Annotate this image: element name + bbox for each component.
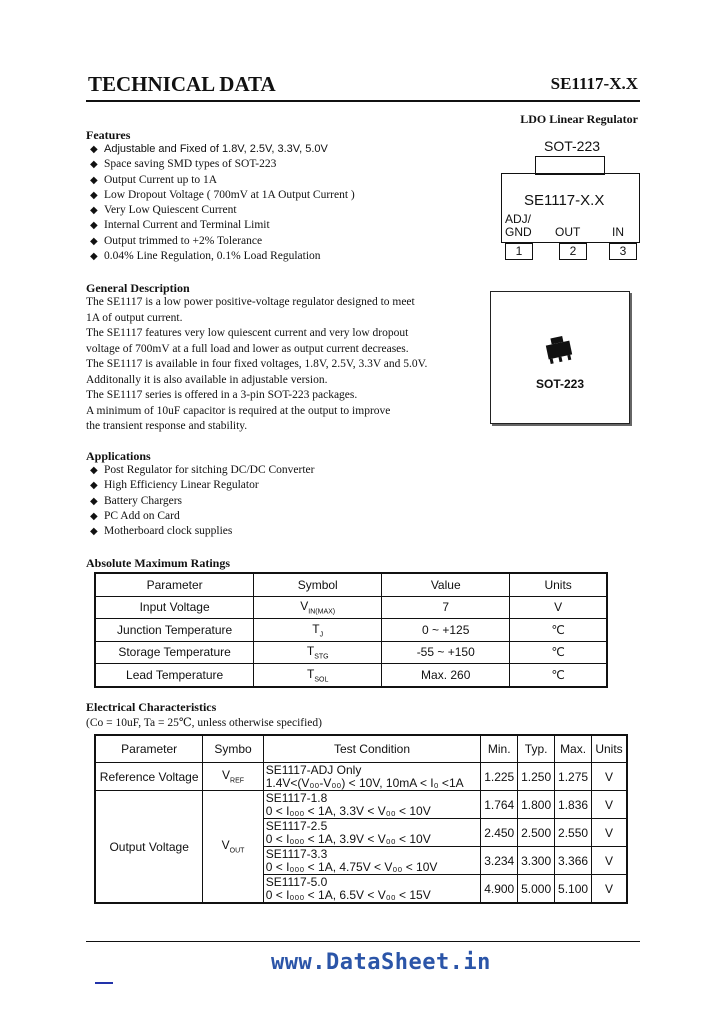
list-item: ◆ Very Low Quiescent Current [90, 203, 355, 218]
table-cell: 4.900 [481, 875, 518, 904]
abs-max-heading: Absolute Maximum Ratings [86, 556, 231, 570]
test-condition-cell: SE1117-3.3 0 < I₀₀₀ < 1A, 4.75V < V₀₀ < 10V [263, 847, 481, 875]
table-cell: 1.836 [555, 791, 592, 819]
table-cell: ℃ [510, 619, 607, 642]
document-subtitle: LDO Linear Regulator [520, 112, 638, 126]
table-cell: ℃ [510, 641, 607, 664]
diamond-bullet-icon: ◆ [90, 495, 98, 507]
table-cell: Max. 260 [382, 664, 510, 687]
applications-heading: Applications [86, 449, 151, 463]
table-cell: 0 ~ +125 [382, 619, 510, 642]
paragraph-line: voltage of 700mV at a full load and lower as output current decreases. [86, 342, 409, 355]
symbol-cell: $V_{OUT}$ [203, 791, 263, 904]
table-cell: 1.225 [481, 763, 518, 791]
diamond-bullet-icon: ◆ [90, 235, 98, 247]
column-header: Parameter [95, 573, 254, 596]
table-cell: 5.100 [555, 875, 592, 904]
table-cell: 2.450 [481, 819, 518, 847]
diamond-bullet-icon: ◆ [90, 174, 98, 186]
diamond-bullet-icon: ◆ [90, 189, 98, 201]
footer-underline-mark [95, 982, 113, 984]
symbol-cell: $V_{IN(MAX)}$ [254, 596, 382, 619]
table-cell: Input Voltage [95, 596, 254, 619]
pin-2-name: OUT [555, 225, 581, 239]
column-header: Symbol [254, 573, 382, 596]
list-item: ◆ Output trimmed to +2% Tolerance [90, 234, 355, 249]
list-item: ◆ PC Add on Card [90, 509, 315, 524]
table-row [95, 596, 607, 619]
table-cell: V [510, 596, 607, 619]
table-header-row [95, 573, 607, 596]
features-heading: Features [86, 128, 131, 142]
table-cell: ℃ [510, 664, 607, 687]
paragraph-line: the transient response and stability. [86, 420, 248, 432]
column-header: Value [382, 573, 510, 596]
pin-1-number: 1 [505, 243, 533, 260]
list-item: ◆ Space saving SMD types of SOT-223 [90, 157, 355, 172]
table-cell: 1.764 [481, 791, 518, 819]
pin-3-name: IN [612, 225, 624, 239]
list-item: ◆ Post Regulator for sitching DC/DC Converter [90, 463, 315, 478]
table-row [95, 619, 607, 642]
table-cell: 3.300 [518, 847, 555, 875]
pin-1-name: ADJ/ GND [505, 212, 532, 239]
table-row [95, 763, 627, 791]
table-cell: Lead Temperature [95, 664, 254, 687]
diamond-bullet-icon: ◆ [90, 220, 98, 232]
table-cell: V [592, 819, 627, 847]
package-image [490, 291, 630, 424]
paragraph-line: A minimum of 10uF capacitor is required at the output to improve [86, 404, 391, 417]
table-cell: 1.250 [518, 763, 555, 791]
package-image-caption: SOT-223 [535, 377, 585, 391]
symbol-cell: $V_{REF}$ [203, 763, 263, 791]
electrical-heading: Electrical Characteristics [86, 700, 217, 714]
table-cell: Junction Temperature [95, 619, 254, 642]
diamond-bullet-icon: ◆ [90, 480, 98, 492]
table-cell: 7 [382, 596, 510, 619]
diamond-bullet-icon: ◆ [90, 144, 98, 155]
features-list [90, 142, 355, 264]
table-cell: Reference Voltage [95, 763, 203, 791]
abs-max-table [94, 572, 608, 688]
table-cell: -55 ~ +150 [382, 641, 510, 664]
table-header-row [95, 735, 627, 763]
general-description-body [86, 295, 427, 435]
table-cell: 2.550 [555, 819, 592, 847]
list-item: ◆ Internal Current and Terminal Limit [90, 218, 355, 233]
list-item: ◆ Adjustable and Fixed of 1.8V, 2.5V, 3.3V, 5.0V [90, 142, 355, 157]
table-cell: V [592, 791, 627, 819]
pin-2-number: 2 [559, 243, 587, 260]
paragraph-line: The SE1117 is available in four fixed voltages, 1.8V, 2.5V, 3.3V and 5.0V. [86, 358, 428, 370]
footer-rule [86, 941, 640, 942]
column-header: Parameter [95, 735, 203, 763]
pin-diagram-package-label: SOT-223 [544, 138, 601, 154]
column-header: Units [510, 573, 607, 596]
table-cell: 1.800 [518, 791, 555, 819]
electrical-table [94, 734, 628, 904]
diamond-bullet-icon: ◆ [90, 159, 98, 171]
table-row [95, 641, 607, 664]
general-description-heading: General Description [86, 281, 190, 295]
list-item: ◆ Motherboard clock supplies [90, 524, 315, 539]
paragraph-line: 1A of output current. [86, 311, 183, 324]
applications-list [90, 463, 315, 539]
paragraph-line: The SE1117 is a low power positive-voltage regulator designed to meet [86, 296, 415, 308]
symbol-cell: $T_{STG}$ [254, 641, 382, 664]
symbol-cell: $T_J$ [254, 619, 382, 642]
column-header: Test Condition [263, 735, 481, 763]
document-title: TECHNICAL DATA [88, 72, 276, 96]
table-cell: Storage Temperature [95, 641, 254, 664]
list-item: ◆ High Efficiency Linear Regulator [90, 478, 315, 493]
test-condition-cell: SE1117-2.5 0 < I₀₀₀ < 1A, 3.9V < V₀₀ < 10V [263, 819, 481, 847]
diamond-bullet-icon: ◆ [90, 510, 98, 522]
column-header: Typ. [518, 735, 555, 763]
paragraph-line: The SE1117 features very low quiescent current and very low dropout [86, 327, 409, 339]
table-cell: 5.000 [518, 875, 555, 904]
test-condition-cell: SE1117-1.8 0 < I₀₀₀ < 1A, 3.3V < V₀₀ < 10V [263, 791, 481, 819]
pin-diagram-part-label: SE1117-X.X [524, 192, 605, 209]
table-cell: V [592, 875, 627, 904]
list-item: ◆ Battery Chargers [90, 494, 315, 509]
header-rule [86, 100, 640, 102]
pin-3-number: 3 [609, 243, 637, 260]
diamond-bullet-icon: ◆ [90, 526, 98, 538]
test-condition-cell: SE1117-5.0 0 < I₀₀₀ < 1A, 6.5V < V₀₀ < 15V [263, 875, 481, 904]
table-cell: V [592, 847, 627, 875]
column-header: Symbo [203, 735, 263, 763]
list-item: ◆ Low Dropout Voltage ( 700mV at 1A Output Current ) [90, 188, 355, 203]
column-header: Units [592, 735, 627, 763]
column-header: Min. [481, 735, 518, 763]
paragraph-line: Additonally it is also available in adjustable version. [86, 373, 328, 386]
footer-website-link[interactable]: www.DataSheet.in [271, 950, 491, 975]
list-item: ◆ 0.04% Line Regulation, 0.1% Load Regulation [90, 249, 355, 264]
table-row [95, 791, 627, 819]
table-cell: 3.366 [555, 847, 592, 875]
table-cell: Output Voltage [95, 791, 203, 904]
diamond-bullet-icon: ◆ [90, 205, 98, 217]
table-cell: 3.234 [481, 847, 518, 875]
list-item: ◆ Output Current up to 1A [90, 173, 355, 188]
test-condition-cell: SE1117-ADJ Only 1.4V<(V₀₀-V₀₀) < 10V, 10mA < I₀ <1A [263, 763, 481, 791]
diamond-bullet-icon: ◆ [90, 465, 98, 476]
table-cell: 1.275 [555, 763, 592, 791]
symbol-cell: $T_{SOL}$ [254, 664, 382, 687]
paragraph-line: The SE1117 series is offered in a 3-pin SOT-223 packages. [86, 389, 358, 401]
part-number: SE1117-X.X [550, 74, 638, 93]
column-header: Max. [555, 735, 592, 763]
electrical-conditions: (Co = 10uF, Ta = 25℃, unless otherwise specified) [86, 717, 322, 729]
table-cell: V [592, 763, 627, 791]
sot223-chip-icon [491, 292, 629, 423]
diamond-bullet-icon: ◆ [90, 251, 98, 263]
table-cell: 2.500 [518, 819, 555, 847]
table-row [95, 664, 607, 687]
